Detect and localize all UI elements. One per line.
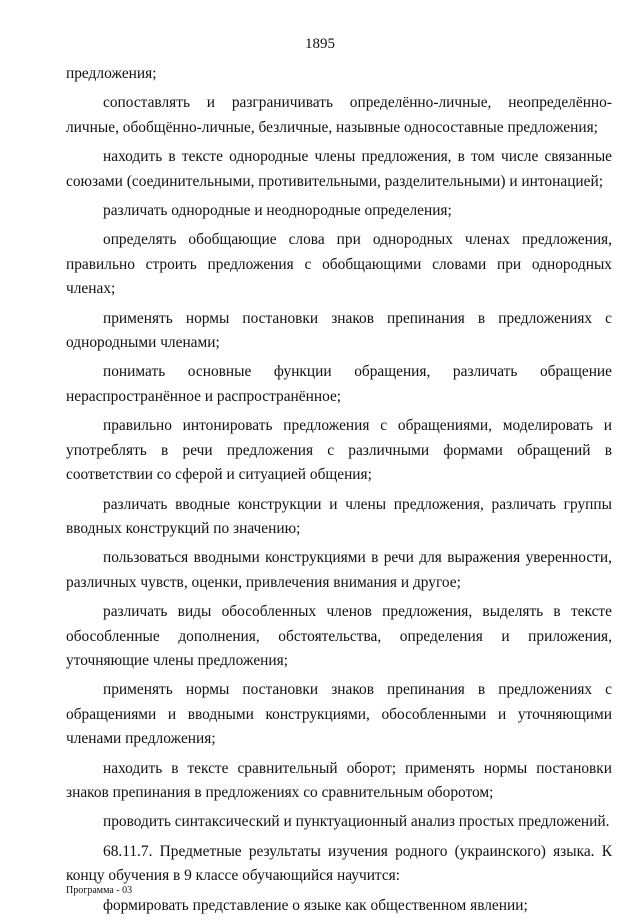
paragraph: пользоваться вводными конструкциями в речи для выражения уверенности, различных чувств, оценки, привлечения внимания и другое;	[66, 549, 612, 591]
paragraph: предложения;	[66, 65, 157, 82]
footer-label: Программа - 03	[66, 885, 133, 896]
section-paragraph: 68.11.7. Предметные результаты изучения родного (украинского) языка. К концу обучения в 9 классе обучающийся научится:	[66, 842, 612, 885]
paragraph: сопоставлять и разграничивать определённо-личные, неопределённо-личные, обобщённо-личные, безличные, назывные односоставные предложения;	[66, 94, 612, 136]
paragraph: различать виды обособленных членов предложения, выделять в тексте обособленные дополнения, обстоятельства, определения и приложения, уточняющие члены предложения;	[66, 603, 612, 669]
paragraph: проводить синтаксический и пунктуационный анализ простых предложений.	[103, 813, 610, 831]
paragraph: различать вводные конструкции и члены предложения, различать группы вводных конструкций по значению;	[66, 495, 612, 537]
document-body	[66, 62, 612, 923]
paragraph: применять нормы постановки знаков препинания в предложениях с однородными членами;	[66, 309, 612, 352]
paragraph: формировать представление о языке как общественном явлении;	[103, 896, 528, 914]
paragraph: находить в тексте однородные члены предложения, в том числе связанные союзами (соединительными, противительными, разделительными) и интонацией;	[66, 148, 612, 190]
paragraph: различать однородные и неоднородные определения;	[103, 202, 452, 220]
paragraph: правильно интонировать предложения с обращениями, моделировать и употреблять в речи предложения с различными формами обращений в соответствии со сферой и ситуацией общения;	[66, 417, 612, 484]
page-number: 1895	[305, 36, 335, 52]
paragraph: определять обобщающие слова при однородных членах предложения, правильно строить предложения с обобщающими словами при однородных членах;	[66, 231, 612, 298]
paragraph: понимать основные функции обращения, различать обращение нераспространённое и распространённое;	[66, 363, 612, 405]
paragraph: находить в тексте сравнительный оборот; применять нормы постановки знаков препинания в предложениях со сравнительным оборотом;	[66, 759, 612, 801]
paragraph: применять нормы постановки знаков препинания в предложениях с обращениями и вводными конструкциями, обособленными и уточняющими членами предложения;	[66, 681, 612, 748]
